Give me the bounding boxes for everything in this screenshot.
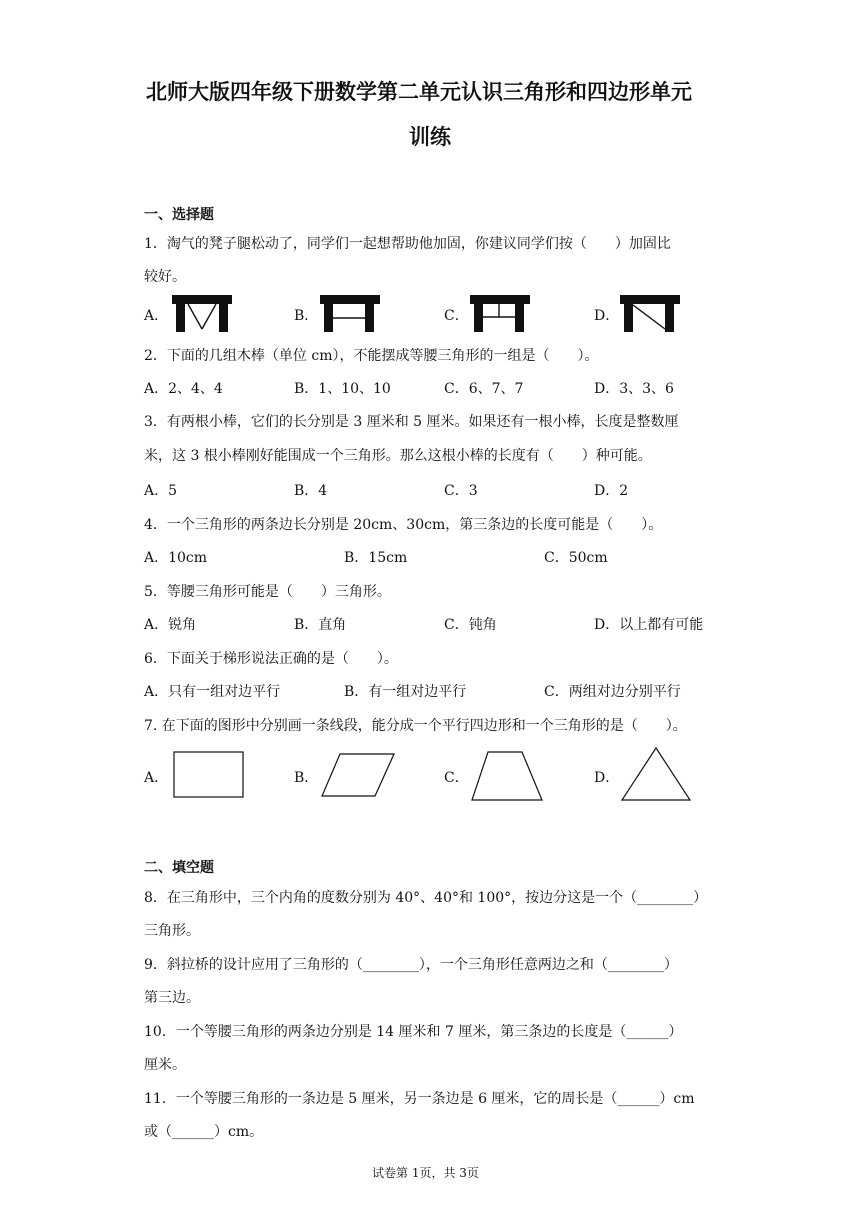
question-4-option-c: C．50cm: [544, 550, 608, 566]
question-7-option-d: D．: [594, 770, 620, 786]
question-8-text: 8．在三角形中，三个内角的度数分别为 40°、40°和 100°，按边分这是一个（________）: [144, 890, 708, 906]
question-9-text-cont: 第三边。: [144, 990, 200, 1006]
question-10-text-cont: 厘米。: [144, 1057, 186, 1073]
question-1-option-a: A．: [144, 308, 169, 324]
question-3-option-c: C．3: [444, 483, 478, 499]
question-3-text-cont: 米，这 3 根小棒刚好能围成一个三角形。那么这根小棒的长度有（ ）种可能。: [144, 448, 652, 464]
stool-horizontal-bar-figure: [318, 293, 382, 333]
section-heading-fill: 二、填空题: [144, 860, 214, 876]
question-4-option-a: A．10cm: [144, 550, 208, 566]
page-footer: 试卷第 1页，共 3页: [372, 1166, 479, 1180]
page-title: 北师大版四年级下册数学第二单元认识三角形和四边形单元: [146, 80, 692, 104]
question-1-option-d: D．: [594, 308, 620, 324]
question-4-option-b: B．15cm: [344, 550, 408, 566]
question-7-option-a: A．: [144, 770, 169, 786]
question-5-option-b: B．直角: [294, 617, 347, 633]
question-6-option-b: B．有一组对边平行: [344, 684, 467, 700]
question-6-option-c: C．两组对边分别平行: [544, 684, 681, 700]
question-4-text: 4．一个三角形的两条边长分别是 20cm、30cm，第三条边的长度可能是（ ）。: [144, 517, 663, 533]
page-title-line2: 训练: [409, 125, 451, 149]
question-2-text: 2．下面的几组木棒（单位 cm），不能摆成等腰三角形的一组是（ ）。: [144, 348, 599, 364]
question-1-option-b: B．: [294, 308, 319, 324]
question-3-option-a: A．5: [144, 483, 178, 499]
stool-single-diagonal-figure: [618, 293, 682, 333]
question-1-option-c: C．: [444, 308, 469, 324]
question-10-text: 10．一个等腰三角形的两条边分别是 14 厘米和 7 厘米，第三条边的长度是（______）: [144, 1024, 683, 1040]
question-5-option-c: C．钝角: [444, 617, 497, 633]
rectangle-figure: [172, 750, 246, 800]
question-3-option-d: D．2: [594, 483, 629, 499]
question-5-option-d: D．以上都有可能: [594, 617, 704, 633]
question-11-text-cont: 或（______）cm。: [144, 1124, 264, 1140]
triangle-figure: [620, 746, 692, 802]
question-9-text: 9．斜拉桥的设计应用了三角形的（________），一个三角形任意两边之和（________）: [144, 957, 678, 973]
stool-square-brace-figure: [468, 293, 532, 333]
question-2-option-b: B．1、10、10: [294, 381, 391, 397]
parallelogram-figure: [320, 752, 396, 798]
question-7-option-b: B．: [294, 770, 319, 786]
question-2-option-d: D．3、3、6: [594, 381, 674, 397]
question-2-option-a: A．2、4、4: [144, 381, 223, 397]
question-6-text: 6．下面关于梯形说法正确的是（ ）。: [144, 651, 398, 667]
question-6-option-a: A．只有一组对边平行: [144, 684, 281, 700]
question-5-text: 5．等腰三角形可能是（ ）三角形。: [144, 584, 391, 600]
question-1-text: 1．淘气的凳子腿松动了，同学们一起想帮助他加固，你建议同学们按（ ）加固比: [144, 236, 671, 252]
question-7-text: 7. 在下面的图形中分别画一条线段，能分成一个平行四边形和一个三角形的是（ ）。: [144, 718, 687, 734]
section-heading-choice: 一、选择题: [144, 207, 214, 223]
stool-diagonal-brace-figure: [170, 293, 234, 333]
question-1-text-cont: 较好。: [144, 269, 186, 285]
question-7-option-c: C．: [444, 770, 469, 786]
question-3-option-b: B．4: [294, 483, 328, 499]
question-8-text-cont: 三角形。: [144, 923, 200, 939]
question-5-option-a: A．锐角: [144, 617, 197, 633]
question-3-text: 3．有两根小棒，它们的长分别是 3 厘米和 5 厘米。如果还有一根小棒，长度是整数厘: [144, 414, 679, 430]
question-2-option-c: C．6、7、7: [444, 381, 524, 397]
trapezoid-figure: [470, 750, 544, 802]
question-11-text: 11．一个等腰三角形的一条边是 5 厘米，另一条边是 6 厘米，它的周长是（______）cm: [144, 1091, 695, 1107]
